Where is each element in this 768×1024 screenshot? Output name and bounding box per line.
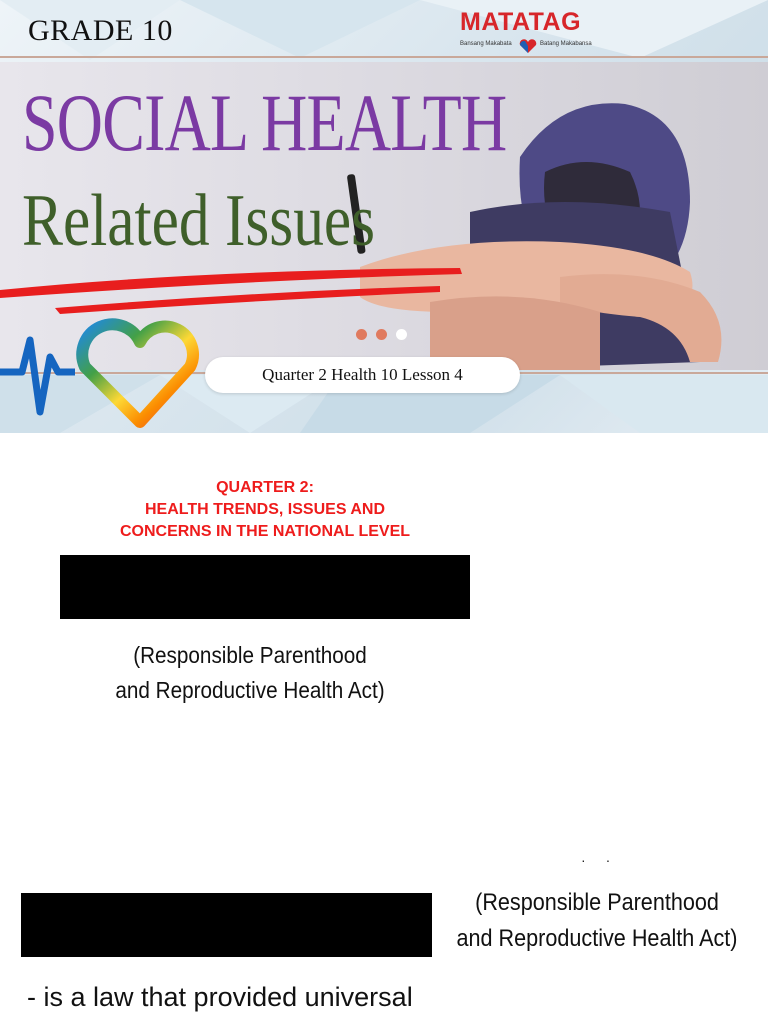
rainbow-heartbeat-icon <box>0 312 200 433</box>
carousel-dot[interactable] <box>376 329 387 340</box>
grade-label: GRADE 10 <box>28 14 173 47</box>
quarter-line: HEALTH TRENDS, ISSUES AND <box>144 501 385 518</box>
matatag-logo <box>458 8 608 58</box>
logo-wordmark: MATATAG <box>460 8 582 36</box>
act-full-name <box>97 638 403 708</box>
lesson-subtitle: Quarter 2 Health 10 Lesson 4 <box>205 357 520 393</box>
act-full-name-definition <box>443 885 751 957</box>
act-line: (Responsible Parenthood <box>133 642 367 668</box>
logo-tagline-right: Batang Makabansa <box>540 41 592 47</box>
act-line: and Reproductive Health Act) <box>115 677 385 703</box>
redacted-block <box>21 893 432 957</box>
title-banner <box>0 0 768 433</box>
top-divider <box>0 56 768 58</box>
redacted-block <box>60 555 470 619</box>
carousel-dot[interactable] <box>356 329 367 340</box>
logo-tagline-left: Bansang Makabata <box>460 41 512 47</box>
carousel-dot-active[interactable] <box>396 329 407 340</box>
quarter-line: QUARTER 2: <box>216 479 314 496</box>
quarter-line: CONCERNS IN THE NATIONAL LEVEL <box>119 523 411 540</box>
title-line-2: Related Issues <box>22 180 376 262</box>
act-line: and Reproductive Health Act) <box>456 925 738 952</box>
stray-marks: ·· <box>581 852 631 868</box>
definition-text: - is a law that provided universal <box>27 982 413 1012</box>
act-line: (Responsible Parenthood <box>475 889 719 916</box>
heart-emblem-icon <box>518 38 538 54</box>
carousel-dots <box>356 329 407 340</box>
red-brush-stroke <box>0 250 470 315</box>
quarter-heading <box>60 477 470 543</box>
title-line-1: SOCIAL HEALTH <box>22 77 507 168</box>
